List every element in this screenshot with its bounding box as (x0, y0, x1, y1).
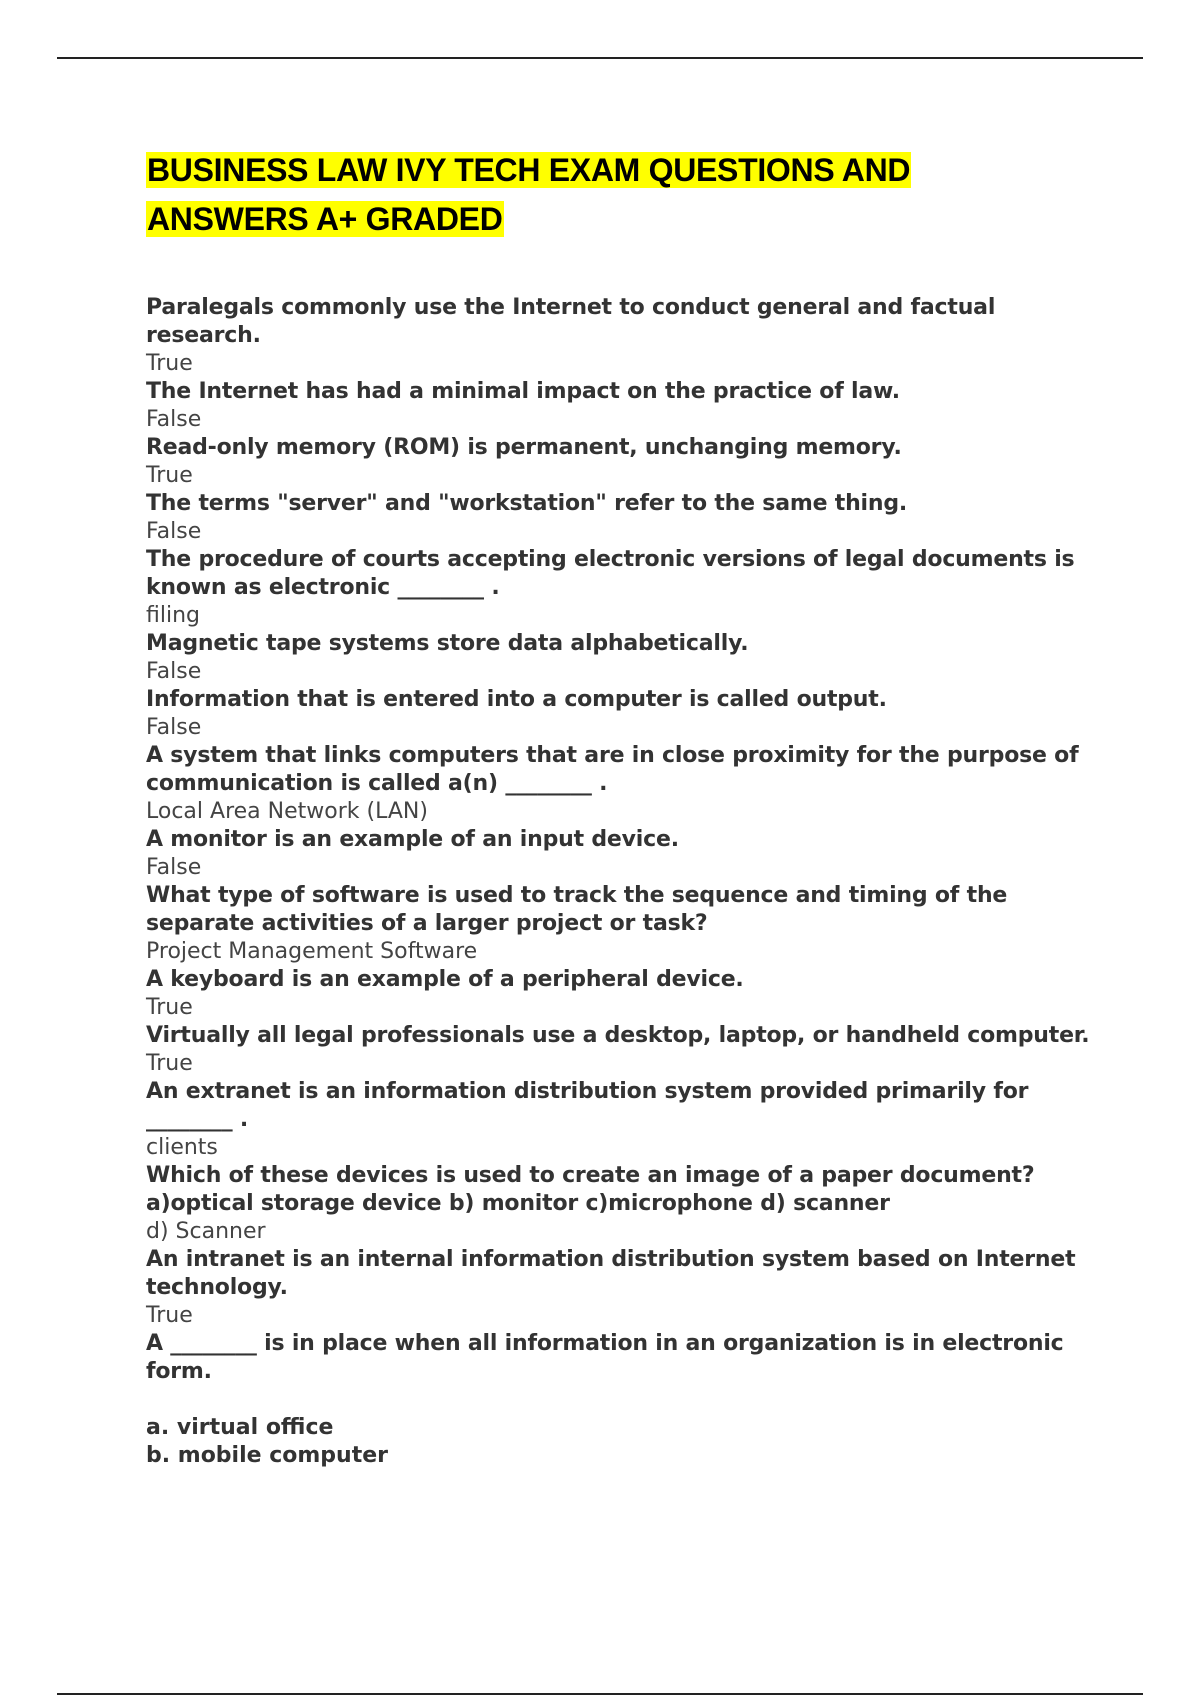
question: The procedure of courts accepting electronic versions of legal documents is known as electronic ________ . (146, 547, 1075, 600)
answer: False (146, 659, 202, 684)
question: Which of these devices is used to create an image of a paper document? a)optical storage device b) monitor c)microphone d) scanner (146, 1163, 1035, 1216)
answer: Project Management Software (146, 939, 478, 964)
title-line-2: ANSWERS A+ GRADED (147, 201, 503, 237)
document-title (146, 146, 1096, 244)
question: A ________ is in place when all information in an organization is in electronic form. (146, 1331, 1064, 1384)
qa-item (146, 434, 1096, 490)
qa-item (146, 490, 1096, 546)
qa-item (146, 882, 1096, 966)
question: A monitor is an example of an input device. (146, 827, 679, 852)
question: Virtually all legal professionals use a desktop, laptop, or handheld computer. (146, 1023, 1090, 1048)
answer: False (146, 855, 202, 880)
question: The terms "server" and "workstation" refer to the same thing. (146, 491, 908, 516)
answer: Local Area Network (LAN) (146, 799, 428, 824)
qa-list (146, 294, 1096, 1470)
qa-item (146, 630, 1096, 686)
qa-item (146, 546, 1096, 630)
title-line-1: BUSINESS LAW IVY TECH EXAM QUESTIONS AND (147, 152, 911, 188)
answer: clients (146, 1135, 218, 1160)
qa-item (146, 1022, 1096, 1078)
header-rule (57, 57, 1143, 59)
answer: True (146, 351, 193, 376)
answer: filing (146, 603, 200, 628)
question: Read-only memory (ROM) is permanent, unchanging memory. (146, 435, 902, 460)
qa-item (146, 294, 1096, 378)
question: A keyboard is an example of a peripheral device. (146, 967, 744, 992)
qa-item (146, 686, 1096, 742)
question: Information that is entered into a computer is called output. (146, 687, 887, 712)
answer: True (146, 1051, 193, 1076)
question: Magnetic tape systems store data alphabetically. (146, 631, 749, 656)
qa-item (146, 378, 1096, 434)
answer: True (146, 995, 193, 1020)
question: Paralegals commonly use the Internet to conduct general and factual research. (146, 295, 996, 348)
answer: False (146, 407, 202, 432)
qa-item-last (146, 1330, 1096, 1470)
answer: False (146, 715, 202, 740)
answer: True (146, 463, 193, 488)
qa-item (146, 1162, 1096, 1246)
spacer (146, 1386, 1096, 1414)
document-body (146, 146, 1096, 1470)
question: An extranet is an information distribution system provided primarily for ________ . (146, 1079, 1029, 1132)
option: b. mobile computer (146, 1443, 388, 1468)
option: a. virtual office (146, 1415, 334, 1440)
question: What type of software is used to track the sequence and timing of the separate activities of a larger project or task? (146, 883, 1008, 936)
qa-item (146, 966, 1096, 1022)
qa-item (146, 1246, 1096, 1330)
answer: d) Scanner (146, 1219, 266, 1244)
question: An intranet is an internal information distribution system based on Internet technology. (146, 1247, 1076, 1300)
question: A system that links computers that are in close proximity for the purpose of communication is called a(n) ________ . (146, 743, 1079, 796)
question: The Internet has had a minimal impact on the practice of law. (146, 379, 900, 404)
qa-item (146, 1078, 1096, 1162)
qa-item (146, 826, 1096, 882)
answer: True (146, 1303, 193, 1328)
footer-rule (57, 1693, 1143, 1695)
qa-item (146, 742, 1096, 826)
answer: False (146, 519, 202, 544)
